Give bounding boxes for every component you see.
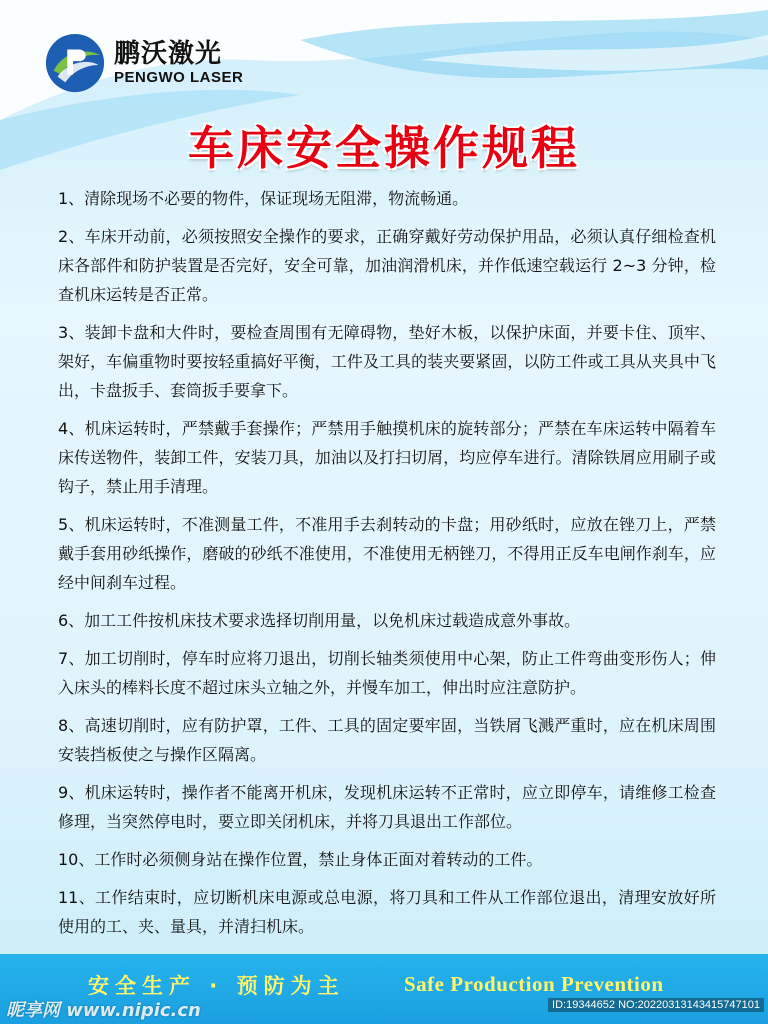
- rule-item: 2、车床开动前，必须按照安全操作的要求，正确穿戴好劳动保护用品，必须认真仔细检查机床各部件和防护装置是否完好，安全可靠，加油润滑机床，并作低速空载运行 2~3 分钟，检查机床运转是否正常。: [58, 227, 716, 304]
- brand-name-cn: 鹏沃激光: [114, 39, 223, 69]
- rule-item: 10、工作时必须侧身站在操作位置，禁止身体正面对着转动的工件。: [58, 850, 543, 869]
- rule-item: 4、机床运转时，严禁戴手套操作；严禁用手触摸机床的旋转部分；严禁在车床运转中隔着车床传送物件，装卸工件，安装刀具，加油以及打扫切屑，均应停车进行。清除铁屑应用刷子或钩子，禁止用手清理。: [58, 419, 716, 496]
- rule-item: 9、机床运转时，操作者不能离开机床，发现机床运转不正常时，应立即停车，请维修工检查修理，当突然停电时，要立即关闭机床，并将刀具退出工作部位。: [58, 783, 716, 831]
- pengwo-logo-icon: [44, 32, 106, 94]
- brand-name: [114, 39, 243, 87]
- rule-item: 6、加工工件按机床技术要求选择切削用量，以免机床过载造成意外事故。: [58, 611, 581, 630]
- slogan-cn: 安全生产 · 预防为主: [88, 974, 345, 998]
- watermark-id: ID:19344652 NO:20220313143415747101: [548, 998, 764, 1012]
- rule-item: 11、工作结束时，应切断机床电源或总电源，将刀具和工件从工作部位退出，清理安放好所使用的工、夹、量具，并清扫机床。: [58, 888, 716, 936]
- rule-item: 8、高速切削时，应有防护罩，工件、工具的固定要牢固，当铁屑飞溅严重时，应在机床周围安装挡板使之与操作区隔离。: [58, 716, 716, 764]
- rule-item: 5、机床运转时，不准测量工件，不准用手去刹转动的卡盘；用砂纸时，应放在锉刀上，严禁戴手套用砂纸操作，磨破的砂纸不准使用，不准使用无柄锉刀，不得用正反车电闸作刹车，应经中间刹车过程。: [58, 515, 716, 592]
- watermark-site: 昵享网 www.nipic.cn: [6, 1000, 201, 1021]
- rule-item: 7、加工切削时，停车时应将刀退出，切削长轴类须使用中心架，防止工件弯曲变形伤人；伸入床头的棒料长度不超过床头立轴之外，并慢车加工，伸出时应注意防护。: [58, 649, 716, 697]
- slogan-en: Safe Production Prevention: [404, 972, 664, 996]
- rule-item: 1、清除现场不必要的物件，保证现场无阻滞，物流畅通。: [58, 189, 469, 208]
- rules-list: [58, 184, 716, 988]
- rule-item: 3、装卸卡盘和大件时，要检查周围有无障碍物，垫好木板，以保护床面，并要卡住、顶牢、架好，车偏重物时要按轻重搞好平衡，工件及工具的装夹要紧固，以防工件或工具从夹具中飞出，卡盘扳手、套筒扳手要拿下。: [58, 323, 716, 400]
- brand-name-en: PENGWO LASER: [114, 69, 244, 86]
- footer-banner: [0, 954, 768, 1024]
- brand-logo: [44, 30, 254, 96]
- page-title: 车床安全操作规程: [188, 121, 580, 175]
